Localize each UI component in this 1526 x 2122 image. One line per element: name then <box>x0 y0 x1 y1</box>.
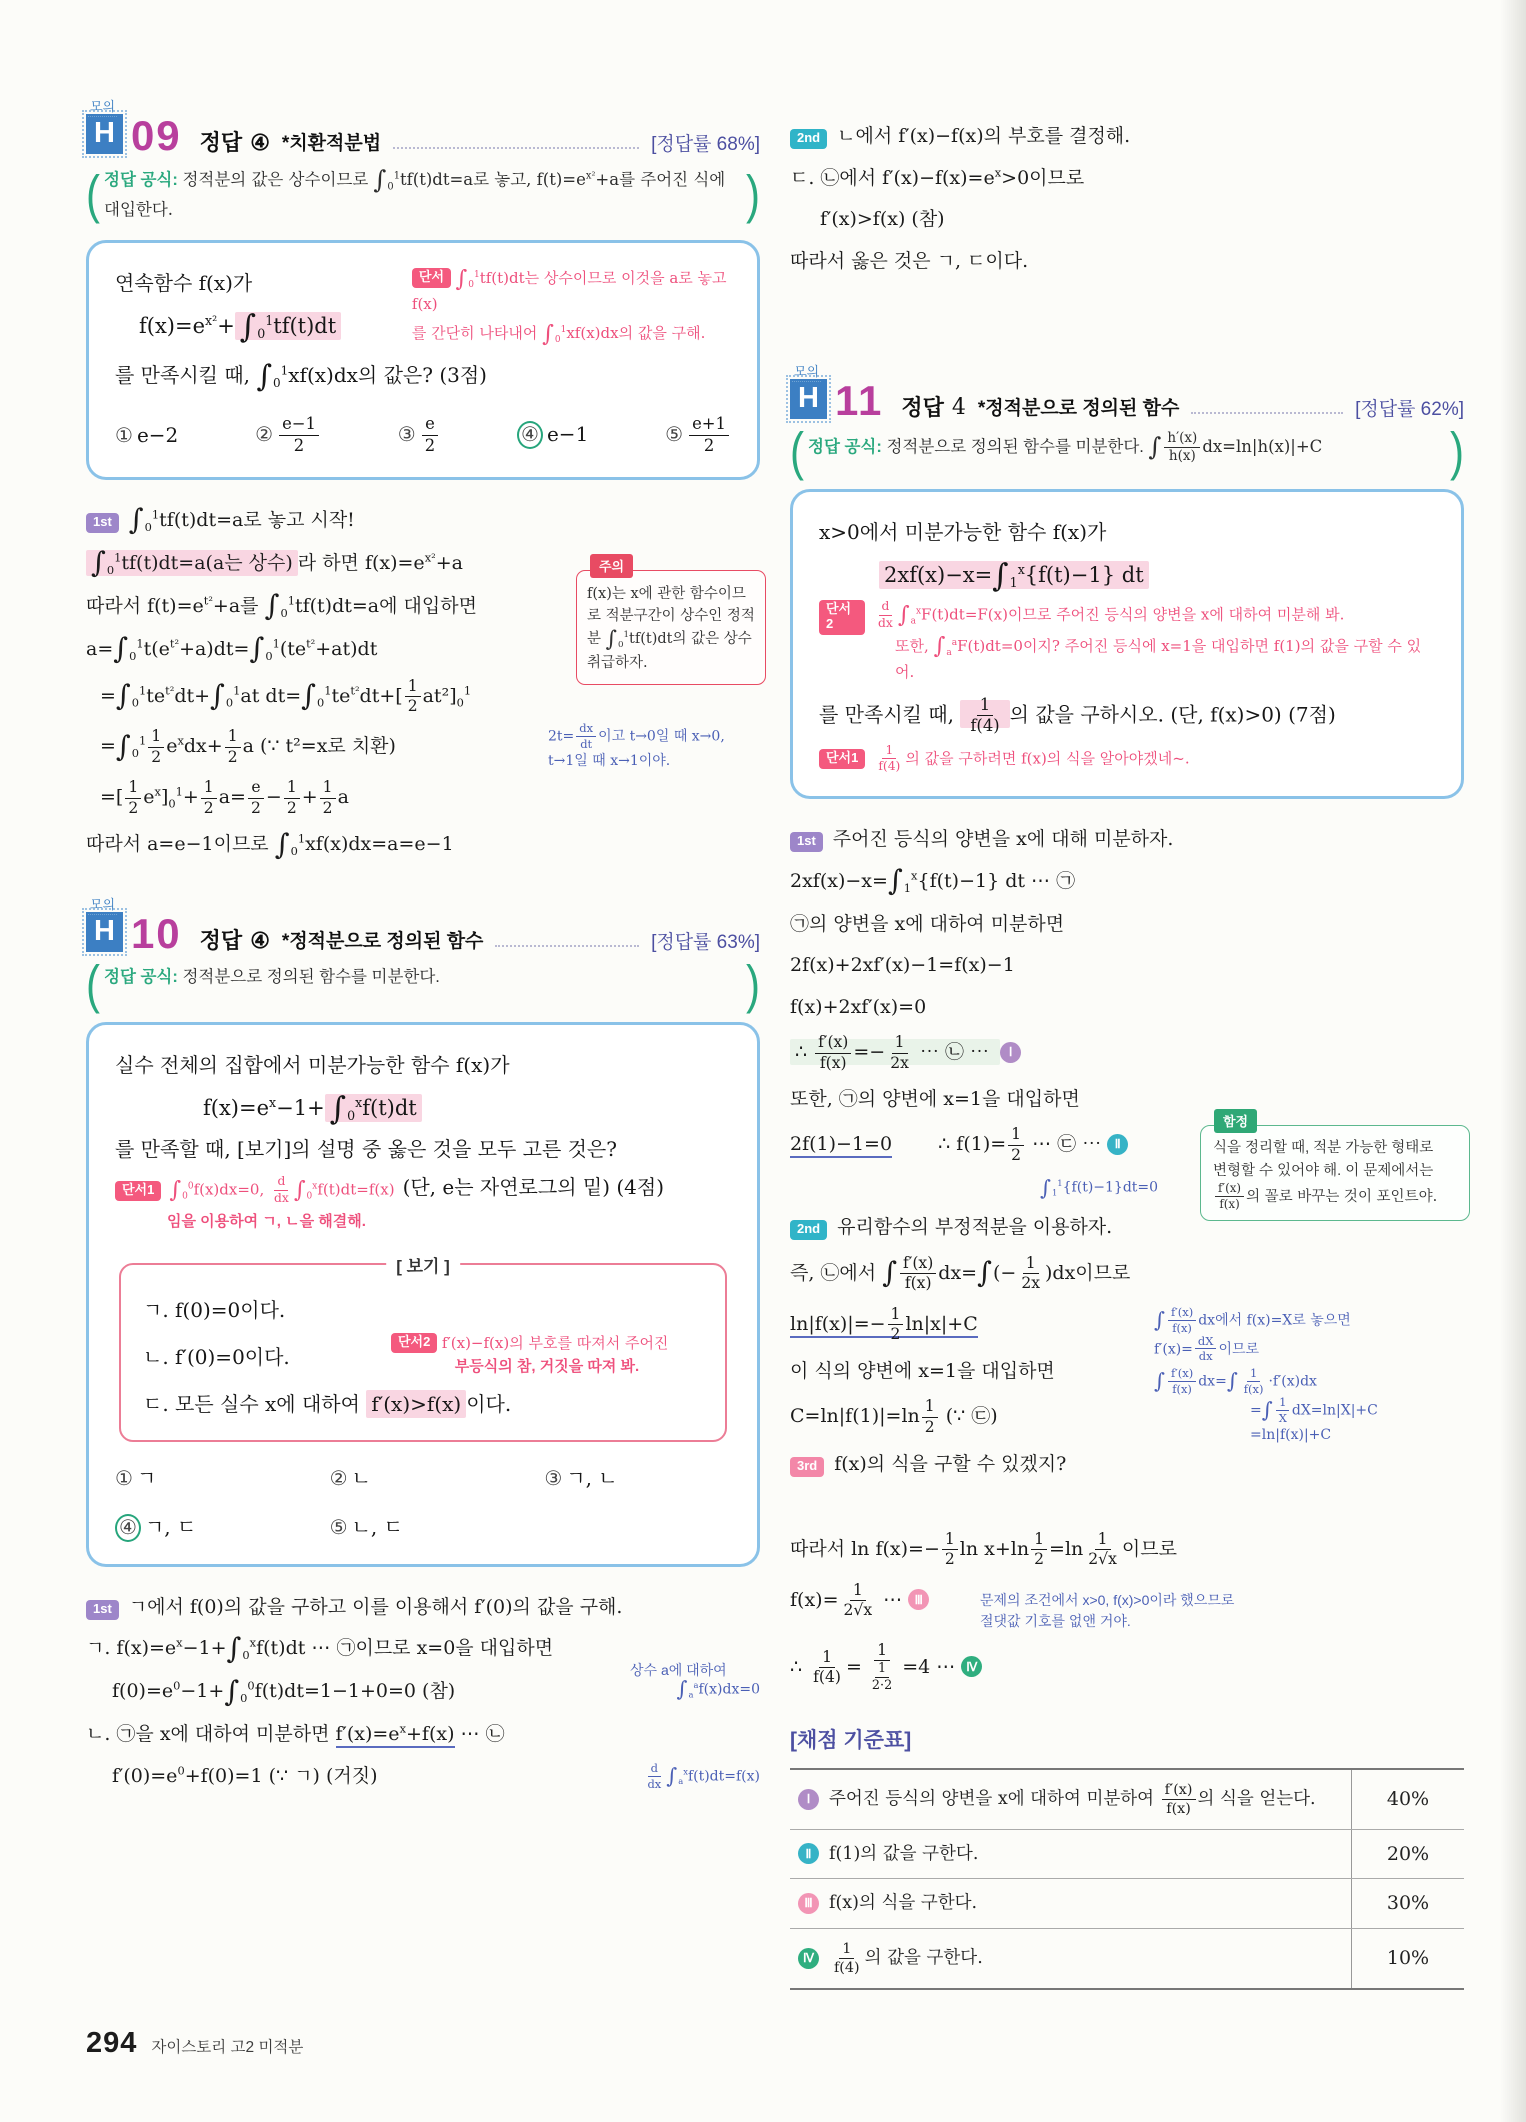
bogi-item-g: ㄱ. f(0)=0이다. <box>143 1297 286 1322</box>
h09-header <box>86 96 760 160</box>
choice-3: ③ $\frac{e}{2}$ <box>398 415 440 455</box>
constant-note: 상수 a에 대하여 <box>630 1662 727 1679</box>
h10-step1-title: ㄱ에서 f(0)의 값을 구하고 이를 이용해서 f′(0)의 값을 구해. <box>128 1595 623 1618</box>
derivative-note: $\frac{d}{dx}$ $\int_a^xf(t)dt=f(x)$ <box>647 1760 760 1791</box>
solution-line: 또한, ㉠의 양변에 x=1을 대입하면 <box>790 1087 1080 1110</box>
step-2nd-badge: 2nd <box>790 129 827 149</box>
green-bracket-left: ( <box>86 164 100 224</box>
clue1-badge: 단서1 <box>819 749 865 769</box>
mock-exam-tag: 모의 <box>792 361 821 382</box>
page-footer <box>86 2027 303 2060</box>
roman-numeral-4: Ⅳ <box>961 1656 982 1677</box>
margin-derivation-notes: ∫ $\frac{f'(x)}{f(x)}$ dx에서 f(x)=X로 놓으면 f′(x)= $\frac{dX}{dx}$ 이므로 ∫ $\frac{f'(x)}{f(x)}$ dx=∫ $\frac{1}{f(x)}$ ·f′(x)dx =∫ $\frac{1}{X}$ dX=ln|X|+C =ln|f(x)|+C <box>1154 1304 1378 1443</box>
solution-line: $\int_0^1tf(t)dt=a(a$는 상수) 라 하면 $f(x)=e^{x^2}+a$ <box>86 549 760 579</box>
h09-choices <box>115 415 731 455</box>
h11-step3-title: f(x)의 식을 구할 수 있겠지? <box>834 1453 1067 1476</box>
bogi-item-n: ㄴ. f′(0)=0이다. <box>143 1344 290 1369</box>
solution-line: f′(x)>f(x) (참) <box>820 208 945 230</box>
h11-question: 를 만족시킬 때, $\frac{1}{f(4)}$ 의 값을 구하시오. (단, f(x)>0) (7점) <box>819 694 1336 736</box>
roman-numeral-1: Ⅰ <box>798 1789 819 1810</box>
solution-line: ln|f(x)|=− $\frac{1}{2}$ ln|x|+C <box>790 1304 978 1344</box>
grading-table <box>790 1768 1464 1990</box>
clue2-note: 단서2 f′(x)−f(x)의 부호를 따져서 주어진 부등식의 참, 거짓을 따져 봐. <box>391 1332 703 1379</box>
choice-2: ② $\frac{e-1}{2}$ <box>255 415 321 455</box>
solution-line: $f'(0)=e^0+f(0)=1$ (∵ ㄱ) (거짓) <box>112 1763 378 1787</box>
solution-line: C=ln|f(1)|=ln $\frac{1}{2}$ (∵ ㉢) <box>790 1397 998 1436</box>
h10-problem-line1: 실수 전체의 집합에서 미분가능한 함수 f(x)가 <box>115 1053 510 1078</box>
h10-number: 10 <box>130 910 182 958</box>
solution-line: 따라서 $f(t)=e^{t^2}+a$를 $\int_0^1tf(t)dt=a$에 대입하면 <box>86 589 477 623</box>
formula-label: 정답 공식: <box>808 438 882 457</box>
h11-formula-text: 정적분으로 정의된 함수를 미분한다. <box>886 438 1149 457</box>
h10-solution-continued <box>790 122 1464 275</box>
h10-formula-text: 정적분으로 정의된 함수를 미분한다. <box>182 968 440 987</box>
score-percent: 40% <box>1351 1770 1464 1829</box>
step-1st-badge: 1st <box>86 1600 119 1620</box>
h09-problem-formula: $f(x)=e^{x^2}+ \int_0^1tf(t)dt$ <box>139 313 400 341</box>
choice-4-answer: ④ e−1 <box>517 421 588 449</box>
caution-callout <box>576 546 766 685</box>
green-bracket-right: ) <box>1450 422 1464 481</box>
choice-4-answer: ④ ㄱ, ㄷ <box>115 1511 330 1542</box>
h09-number: 09 <box>130 112 182 160</box>
h10-clue1-math: $\int_0^0f(x)dx=0$, $\frac{d}{dx}$ $\int_0^xf(t)dt=f(x)$ <box>169 1174 395 1205</box>
h10-step2-title: ㄴ에서 f′(x)−f(x)의 부호를 결정해. <box>837 125 1131 147</box>
h11-step2-title: 유리함수의 부정적분을 이용하자. <box>837 1216 1113 1239</box>
h09-problem-box <box>86 240 760 480</box>
h11-clue2-line2: 또한, $\int_a^aF(t)dt=0$이지? 주어진 등식에 x=1을 대입하면 f(1)의 값을 구할 수 있어. <box>895 633 1422 681</box>
page-scan-edge <box>1500 0 1526 2122</box>
score-percent: 20% <box>1351 1830 1464 1879</box>
choice-2: ② ㄴ <box>329 1465 371 1490</box>
solution-line: $=\int_0^1te^{t^2}dt+\int_0^1at$ $dt=\int_0^1te^{t^2}dt+$[ $\frac{1}{2}$ $at^2]_0^1$ <box>100 676 472 716</box>
choice-1: ① e−2 <box>115 423 179 448</box>
green-bracket-left: ( <box>790 422 804 481</box>
problem-h10-section <box>86 894 760 1790</box>
integral-one-one-note: $\int_1^1\{f(t)-1\}dt=0$ <box>1040 1175 1159 1200</box>
formula-label: 정답 공식: <box>104 171 178 189</box>
green-bracket-right: ) <box>746 164 760 224</box>
step-1st-badge: 1st <box>86 513 119 533</box>
solution-line: ∴ $\frac{1}{f(4)}$ = $\frac{1}{\frac{1}{2\cdot 2}}$ =4 ⋯ Ⅳ <box>790 1642 1464 1694</box>
choice-5: ⑤ ㄴ, ㄷ <box>329 1514 403 1539</box>
solution-line: 2f(1)−1=0 ∴ f(1)= $\frac{1}{2}$ ⋯ ㉢ ⋯ Ⅱ <box>790 1126 1464 1164</box>
answer-circle-mark: ④ <box>115 1514 141 1542</box>
solution-line: $a=\int_0^1t(e^{t^2}+a)dt=\int_0^1(te^{t^2}+at)dt$ <box>86 632 378 666</box>
choice-3: ③ ㄱ, ㄴ <box>544 1465 618 1490</box>
clue2-badge: 단서2 <box>391 1333 437 1353</box>
dotted-leader <box>1191 411 1343 414</box>
grading-section <box>790 1724 1464 1990</box>
roman-numeral-2: Ⅱ <box>798 1843 819 1864</box>
h09-clue-line1: $\int_0^1tf(t)dt$는 상수이므로 이것을 a로 놓고 f(x) <box>411 265 727 313</box>
h09-topic: *치환적분법 <box>281 133 382 155</box>
bogi-item-d: ㄷ. 모든 실수 x에 대하여 f′(x)>f(x) 이다. <box>143 1391 512 1416</box>
bogi-title: [ 보기 ] <box>386 1252 460 1277</box>
h09-letter-badge: H <box>86 114 123 154</box>
h09-clue-line2: 를 간단히 나타내어 $\int_0^1xf(x)dx$의 값을 구해. <box>411 320 706 347</box>
roman-numeral-3: Ⅲ <box>908 1589 929 1610</box>
solution-line: 따라서 옳은 것은 ㄱ, ㄷ이다. <box>790 249 1029 272</box>
roman-numeral-1: Ⅰ <box>1000 1042 1021 1063</box>
h11-topic: *정적분으로 정의된 함수 <box>977 398 1180 420</box>
step-3rd-badge: 3rd <box>790 1457 824 1477</box>
h10-solution <box>86 1593 760 1790</box>
h11-header <box>790 361 1464 425</box>
h10-choices <box>115 1462 731 1542</box>
answer-label: 정답 <box>199 130 243 155</box>
clue1-badge: 단서1 <box>115 1181 161 1201</box>
answer-circle-mark: ④ <box>517 421 543 449</box>
mock-exam-tag: 모의 <box>88 96 117 117</box>
table-row: Ⅲ f(x)의 식을 구한다. 30% <box>790 1878 1464 1928</box>
score-percent: 10% <box>1351 1929 1464 1988</box>
solution-line: $f(0)=e^0-1+\int_0^0f(t)dt=1-1+0=0$ (참) <box>112 1674 456 1708</box>
formula-label: 정답 공식: <box>104 968 178 987</box>
choice-1: ① ㄱ <box>115 1465 157 1490</box>
h09-question: 를 만족시킬 때, $\int_0^1xf(x)dx$의 값은? (3점) <box>115 358 487 394</box>
solution-line: $2xf(x)-x=\int_1^x\{f(t)-1\}$ dt ⋯ ㉠ <box>790 864 1076 898</box>
substitution-note: 2t= $\frac{dx}{dt}$ 이고 t→0일 때 x→0, t→1일 때 x→1이야. <box>548 721 725 770</box>
choice-5: ⑤ $\frac{e+1}{2}$ <box>665 415 731 455</box>
left-column <box>86 96 760 1820</box>
trap-callout: 함정 식을 정리할 때, 적분 가능한 형태로 변형할 수 있어야 해. 이 문제에서는 $\frac{f'(x)}{f(x)}$ 의 꼴로 바꾸는 것이 포인트야. <box>1200 1101 1470 1221</box>
solution-line: 2f(x)+2xf′(x)−1=f(x)−1 <box>790 954 1015 977</box>
roman-numeral-3: Ⅲ <box>798 1893 819 1914</box>
dotted-leader <box>495 944 639 947</box>
h11-problem-box <box>790 489 1464 799</box>
h10-condition: (단, e는 자연로그의 밑) (4점) <box>402 1175 665 1200</box>
solution-line: 따라서 a=e−1이므로 $\int_0^1xf(x)dx=a=e-1$ <box>86 827 454 861</box>
right-column <box>790 96 1464 1990</box>
clue-badge: 단서 <box>412 268 451 288</box>
solution-line: f(x)+2xf′(x)=0 <box>790 995 927 1018</box>
solution-line: 따라서 ln f(x)=− $\frac{1}{2}$ ln x+ln $\frac{1}{2}$ =ln $\frac{1}{2√x}$ 이므로 <box>790 1529 1177 1569</box>
h11-answer-formula <box>790 422 1464 481</box>
solution-line: ㄷ. ㉡에서 $f'(x)-f(x)=e^x>0$이므로 <box>790 165 1085 189</box>
h10-problem-formula: $f(x)=e^x-1+ \int_0^xf(t)dt$ <box>203 1095 731 1123</box>
solution-line: 이 식의 양변에 x=1을 대입하면 <box>790 1359 1055 1382</box>
h10-answer-formula <box>86 955 760 1014</box>
h11-solution <box>790 825 1464 1693</box>
solution-line: =[ $\frac{1}{2}$ $e^x]_0^1+$ $\frac{1}{2}$ a= $\frac{e}{2}$ − $\frac{1}{2}$ + $\frac{1}{2}$ a <box>100 778 349 817</box>
table-row: Ⅰ 주어진 등식의 양변을 x에 대하여 미분하여 $\frac{f'(x)}{f(x)}$ 의 식을 얻는다. 40% <box>790 1770 1464 1829</box>
roman-numeral-2: Ⅱ <box>1107 1134 1128 1155</box>
h11-answer: 4 <box>951 395 966 420</box>
h11-letter-badge: H <box>790 379 827 419</box>
h11-step1-title: 주어진 등식의 양변을 x에 대해 미분하자. <box>832 828 1174 851</box>
green-bracket-right: ) <box>746 955 760 1014</box>
roman-numeral-4: Ⅳ <box>798 1948 819 1969</box>
mock-exam-tag: 모의 <box>88 894 117 915</box>
absolute-value-note: 문제의 조건에서 x>0, f(x)>0이라 했으므로 절댓값 기호를 없앤 거야. <box>980 1591 1235 1629</box>
solution-line: f(x)= $\frac{1}{2√x}$ ⋯ <box>790 1580 909 1620</box>
h11-number: 11 <box>834 377 884 425</box>
bogi-box <box>119 1256 727 1442</box>
page-number: 294 <box>86 2027 138 2059</box>
step-1st-badge: 1st <box>790 832 823 852</box>
score-percent: 30% <box>1351 1879 1464 1928</box>
trap-flag-badge: 함정 <box>1214 1109 1257 1133</box>
answer-label: 정답 <box>199 928 243 954</box>
problem-h11-section <box>790 361 1464 1990</box>
h09-answer-formula <box>86 166 760 224</box>
solution-line: ㄴ. ㉠을 x에 대하여 미분하면 $f'(x)=e^x+f(x)$ ⋯ ㉡ <box>86 1720 760 1749</box>
solution-line: ∴ $\frac{f'(x)}{f(x)}$ =− $\frac{1}{2x}$ ⋯ ㉡ ⋯ Ⅰ <box>790 1034 1464 1072</box>
h09-answer: ④ <box>250 130 270 155</box>
h10-answer: ④ <box>250 928 270 954</box>
book-title: 자이스토리 고2 미적분 <box>151 2039 304 2056</box>
problem-h09-section <box>86 96 760 860</box>
answer-label: 정답 <box>901 395 944 420</box>
grading-title: [채점 기준표] <box>790 1728 912 1752</box>
integral-zero-note: $\int_a^af(x)dx=0$ <box>676 1677 760 1702</box>
h11-correct-rate: [정답률 62%] <box>1355 399 1464 420</box>
h10-clue1-tail: 임을 이용하여 ㄱ, ㄴ을 해결해. <box>167 1212 366 1230</box>
h09-solution <box>86 503 760 861</box>
caution-text: f(x)는 x에 관한 함수이므로 적분구간이 상수인 정적분 $\int_0^1tf(t)dt$의 값은 상수 취급하자. <box>576 570 766 685</box>
h09-problem-line1: 연속함수 f(x)가 <box>115 270 253 295</box>
h10-header <box>86 894 760 958</box>
dotted-leader <box>393 146 639 149</box>
h11-problem-formula: $2xf(x)-x=\int_1^x\{f(t)-1\}$ dt <box>879 562 1435 590</box>
h09-clue-block <box>412 267 731 351</box>
h09-formula-text: 정적분의 값은 상수이므로 $\int_0^1tf(t)dt=a$로 놓고, $f(t)=e^{x^2}+a$를 주어진 식에 대입한다. <box>104 164 726 219</box>
h10-topic: *정적분으로 정의된 함수 <box>281 931 484 953</box>
h10-letter-badge: H <box>86 912 123 952</box>
solution-line: $=\int_0^1$ $\frac{1}{2}$ $e^xdx+$ $\frac{1}{2}$ a (∵ t²=x로 치환) <box>100 727 396 766</box>
table-row: Ⅳ $\frac{1}{f(4)}$ 의 값을 구한다. 10% <box>790 1928 1464 1988</box>
green-bracket-left: ( <box>86 955 100 1014</box>
table-row: Ⅱ f(1)의 값을 구한다. 20% <box>790 1829 1464 1879</box>
solution-line: 즉, ㉡에서 ∫ $\frac{f'(x)}{f(x)}$ dx=∫(− $\frac{1}{2x}$ )dx이므로 <box>790 1253 1131 1293</box>
h11-formula-math: ∫ $\frac{h'(x)}{h(x)}$ dx=ln|h(x)|+C <box>1148 430 1323 465</box>
solution-line: ㄱ. $f(x)=e^x-1+\int_0^xf(t)dt$ ⋯ ㉠이므로 x=0을 대입하면 <box>86 1631 554 1665</box>
h11-clue1-text: $\frac{1}{f(4)}$ 의 값을 구하려면 f(x)의 식을 알아야겠네~. <box>878 742 1190 774</box>
step-2nd-badge: 2nd <box>790 1220 827 1240</box>
clue2-badge: 단서2 <box>819 600 865 635</box>
h10-problem-box <box>86 1022 760 1567</box>
h10-question: 를 만족할 때, [보기]의 설명 중 옳은 것을 모두 고른 것은? <box>115 1137 617 1162</box>
caution-flag-badge: 주의 <box>590 554 633 578</box>
h11-problem-line1: x>0에서 미분가능한 함수 f(x)가 <box>819 520 1107 544</box>
h10-correct-rate: [정답률 63%] <box>651 932 760 954</box>
solution-line: ㉠의 양변을 x에 대하여 미분하면 <box>790 912 1065 935</box>
h09-correct-rate: [정답률 68%] <box>651 134 760 155</box>
h11-clue2-line1: $\frac{d}{dx}$ $\int_a^xF(t)dt=F(x)$이므로 주어진 등식의 양변을 x에 대하여 미분해 봐. <box>878 599 1345 630</box>
h09-step1-title: $\int_0^1tf(t)dt=a$로 놓고 시작! <box>128 503 355 537</box>
